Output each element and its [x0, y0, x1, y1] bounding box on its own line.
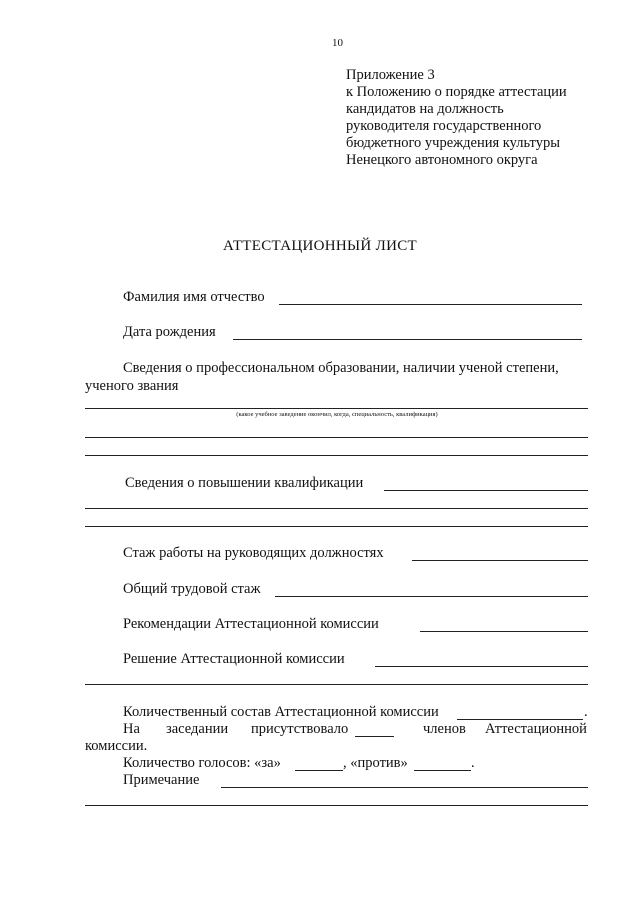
decision-blank-line[interactable] [85, 684, 588, 685]
education-label-cont: ученого звания [85, 378, 179, 394]
votes-against-label: , «против» [343, 755, 408, 771]
decision-blank-line[interactable] [375, 666, 588, 667]
present-word: членов [423, 721, 466, 737]
recommendations-blank-line[interactable] [420, 631, 588, 632]
management-experience-label: Стаж работы на руководящих должностях [123, 545, 384, 561]
present-line2: комиссии. [85, 738, 148, 754]
commission-size-label: Количественный состав Аттестационной комиссии [123, 704, 439, 720]
appendix-line: кандидатов на должность [346, 101, 504, 117]
commission-size-dot: . [584, 704, 588, 720]
appendix-line: к Положению о порядке аттестации [346, 84, 567, 100]
qualification-blank-line[interactable] [384, 490, 588, 491]
decision-label: Решение Аттестационной комиссии [123, 651, 345, 667]
note-label: Примечание [123, 772, 200, 788]
education-label: Сведения о профессиональном образовании, наличии ученой степени, [123, 360, 559, 376]
qualification-blank-line[interactable] [85, 526, 588, 527]
present-word: Аттестационной [485, 721, 587, 737]
total-experience-blank-line[interactable] [275, 596, 588, 597]
present-word: заседании [166, 721, 229, 737]
present-word: присутствовало [251, 721, 349, 737]
page-number: 10 [332, 37, 343, 49]
appendix-line: бюджетного учреждения культуры [346, 135, 560, 151]
present-word: На [123, 721, 140, 737]
appendix-line: руководителя государственного [346, 118, 542, 134]
education-blank-line[interactable] [85, 455, 588, 456]
votes-for-label: Количество голосов: «за» [123, 755, 281, 771]
recommendations-label: Рекомендации Аттестационной комиссии [123, 616, 379, 632]
management-experience-blank-line[interactable] [412, 560, 588, 561]
document-title: АТТЕСТАЦИОННЫЙ ЛИСТ [223, 238, 417, 254]
commission-size-blank-line[interactable] [457, 719, 583, 720]
votes-for-blank-line[interactable] [295, 770, 343, 771]
appendix-line: Приложение 3 [346, 67, 435, 83]
qualification-blank-line[interactable] [85, 508, 588, 509]
education-blank-line[interactable] [85, 408, 588, 409]
total-experience-label: Общий трудовой стаж [123, 581, 261, 597]
education-hint: (какое учебное заведение окончил, когда, специальность, квалификация) [236, 411, 438, 418]
note-blank-line[interactable] [85, 805, 588, 806]
appendix-line: Ненецкого автономного округа [346, 152, 538, 168]
present-count-blank-line[interactable] [355, 736, 394, 737]
education-blank-line[interactable] [85, 437, 588, 438]
birth-date-label: Дата рождения [123, 324, 216, 340]
note-blank-line[interactable] [221, 787, 588, 788]
qualification-label: Сведения о повышении квалификации [125, 475, 364, 491]
fio-blank-line[interactable] [279, 304, 582, 305]
fio-label: Фамилия имя отчество [123, 289, 265, 305]
birth-date-blank-line[interactable] [233, 339, 582, 340]
votes-against-blank-line[interactable] [414, 770, 471, 771]
votes-dot: . [471, 755, 475, 771]
